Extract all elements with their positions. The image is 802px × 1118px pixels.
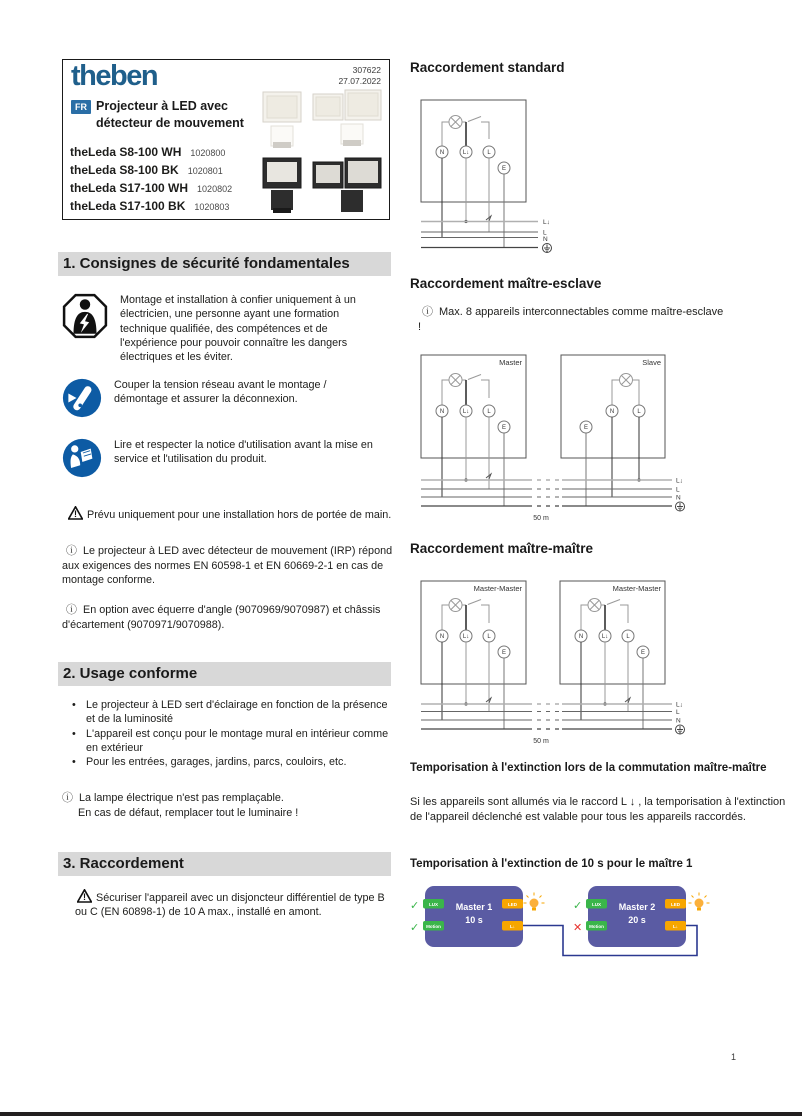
- master-master-box-label: Master-Master: [612, 584, 661, 593]
- section3-heading: 3. Raccordement: [58, 852, 391, 876]
- svg-text:N: N: [439, 634, 445, 640]
- motion-badge: Motion: [426, 924, 441, 929]
- standard-wiring-heading: Raccordement standard: [410, 60, 565, 75]
- floodlight-black-single-image: [263, 158, 301, 213]
- safety-text: Couper la tension réseau avant le montage / démontage et assurer la déconnexion.: [114, 379, 327, 406]
- section1-heading: 1. Consignes de sécurité fondamentales: [58, 252, 391, 276]
- list-item: • Le projecteur à LED sert d'éclairage en fonction de la présence et de la luminosité: [72, 699, 388, 726]
- info-accessories: ⓘ En option avec équerre d'angle (9070969/9070987) et châssis d'écartement (9070971/9070988).: [62, 604, 381, 631]
- product-title: Projecteur à LED avec détecteur de mouvement: [96, 99, 244, 130]
- info-icon: ⓘ: [62, 792, 73, 804]
- safety-item-read-manual: [62, 438, 392, 478]
- svg-text:L↓: L↓: [676, 477, 683, 485]
- terminal-n-label: N: [439, 150, 445, 156]
- floodlight-white-double-image: [313, 90, 381, 146]
- check-icon: ✓: [573, 900, 583, 912]
- slave-box-label: Slave: [642, 358, 661, 367]
- svg-text:E: E: [501, 425, 507, 431]
- bus-l-down-label: L↓: [543, 219, 550, 226]
- master1-block: [410, 886, 545, 947]
- bus-n-label: N: [543, 236, 548, 243]
- doc-date: 27.07.2022: [338, 76, 381, 87]
- master-slave-info: ⓘ Max. 8 appareils interconnectables comme maître-esclave !: [418, 306, 724, 333]
- earth-icon: [676, 725, 685, 734]
- timing-diagram: [406, 878, 716, 970]
- product-row: theLeda S17-100 WH 1020802: [70, 181, 233, 195]
- svg-text:N: N: [676, 494, 681, 502]
- cross-icon: ✕: [573, 922, 583, 934]
- product-photos: [255, 82, 387, 216]
- svg-text:L↓: L↓: [462, 409, 470, 415]
- svg-text:L: L: [487, 409, 491, 415]
- disconnect-mains-icon: [62, 378, 102, 418]
- l-down-badge: L↓: [510, 924, 515, 929]
- earth-icon: [543, 244, 552, 253]
- product-row: theLeda S8-100 WH 1020800: [70, 145, 226, 159]
- master2-name: Master 2: [618, 902, 656, 912]
- terminal-e-label: E: [501, 166, 507, 172]
- info-standards: ⓘ Le projecteur à LED avec détecteur de mouvement (IRP) répond aux exigences des normes EN 60598-1 et EN 60669-2-1 en cas de montage conforme.: [62, 545, 393, 586]
- bulb-on-icon: [524, 893, 545, 911]
- master2-block: [573, 886, 710, 947]
- info-icon: ⓘ: [66, 545, 77, 557]
- svg-text:L: L: [487, 634, 491, 640]
- warning-icon: [68, 506, 83, 520]
- safety-item-electrician: [62, 293, 392, 364]
- check-icon: ✓: [410, 900, 420, 912]
- wiring-diagram-standard: [410, 85, 680, 260]
- header-box: [62, 59, 390, 220]
- master-box-label: Master: [499, 358, 522, 367]
- floodlight-white-single-image: [263, 92, 301, 148]
- timing-subheading: Temporisation à l'extinction de 10 s pour le maître 1: [410, 858, 693, 870]
- info-icon: ⓘ: [422, 306, 433, 318]
- terminal-l-label: L: [487, 150, 491, 156]
- language-badge: FR: [71, 100, 91, 114]
- list-item: • L'appareil est conçu pour le montage mural en intérieur comme en extérieur: [72, 727, 389, 754]
- bullet-icon: •: [72, 756, 76, 768]
- footer-bar: [0, 1112, 802, 1116]
- svg-text:!: !: [74, 509, 77, 520]
- svg-text:N: N: [439, 409, 445, 415]
- wiring-diagram-master-master: [410, 570, 700, 750]
- svg-text:L↓: L↓: [601, 634, 609, 640]
- l-down-badge: L↓: [673, 924, 678, 929]
- svg-text:L: L: [676, 486, 680, 494]
- product-row: theLeda S17-100 BK 1020803: [70, 199, 230, 213]
- svg-text:N: N: [578, 634, 584, 640]
- floodlight-black-double-image: [313, 158, 381, 212]
- timing-heading: Temporisation à l'extinction lors de la commutation maître-maître: [410, 762, 767, 774]
- svg-text:E: E: [501, 650, 507, 656]
- section2-heading: 2. Usage conforme: [58, 662, 391, 686]
- svg-text:N: N: [609, 409, 615, 415]
- master-master-heading: Raccordement maître-maître: [410, 541, 594, 556]
- list-item: • Pour les entrées, garages, jardins, parcs, couloirs, etc.: [72, 756, 347, 768]
- bullet-icon: •: [72, 727, 76, 740]
- wiring-diagram-master-slave: [410, 350, 700, 528]
- led-badge: LED: [508, 902, 517, 907]
- svg-text:E: E: [583, 425, 589, 431]
- distance-label: 50 m: [533, 515, 549, 522]
- bullet-icon: •: [72, 699, 76, 711]
- bulb-on-icon: [689, 893, 710, 911]
- svg-text:!: !: [83, 892, 86, 903]
- svg-text:N: N: [676, 717, 681, 725]
- master-slave-heading: Raccordement maître-esclave: [410, 276, 602, 291]
- master1-delay: 10 s: [465, 915, 483, 925]
- electrician-icon: [62, 293, 108, 339]
- motion-badge: Motion: [589, 924, 604, 929]
- check-icon: ✓: [410, 922, 420, 934]
- svg-text:L: L: [676, 709, 680, 716]
- led-badge: LED: [671, 902, 680, 907]
- earth-icon: [676, 502, 685, 511]
- master2-delay: 20 s: [628, 915, 646, 925]
- info-lamp: ⓘ La lampe électrique n'est pas remplaçable. En cas de défaut, remplacer tout le luminaire !: [62, 792, 299, 819]
- product-row: theLeda S8-100 BK 1020801: [70, 163, 223, 177]
- warning-icon: [77, 889, 92, 903]
- doc-number: 307622: [352, 65, 381, 75]
- distance-label: 50 m: [533, 738, 549, 745]
- theben-logo: theben: [71, 60, 158, 92]
- safety-text: Montage et installation à confier uniquement à un électricien, une personne ayant une formation technique qualifiée, des compétences et de l'expérience pour pouvoir connaître les dangers électriques et les éviter.: [120, 294, 356, 363]
- read-manual-icon: [62, 438, 102, 478]
- page-number: 1: [731, 1052, 737, 1062]
- svg-text:L: L: [637, 409, 641, 415]
- svg-text:L↓: L↓: [462, 634, 470, 640]
- master-master-box-label: Master-Master: [473, 584, 522, 593]
- warning-rcd: ! Sécuriser l'appareil avec un disjoncteur différentiel de type B ou C (EN 60898-1) de 10 A max., installé en amont.: [75, 889, 393, 920]
- lux-badge: LUX: [429, 902, 438, 907]
- safety-text: Lire et respecter la notice d'utilisation avant la mise en service et l'utilisation du produit.: [114, 439, 373, 466]
- svg-text:L: L: [626, 634, 630, 640]
- usage-bullet-list: [72, 698, 394, 769]
- svg-text:L↓: L↓: [676, 701, 683, 709]
- terminal-l-down-label: L↓: [462, 150, 470, 156]
- lux-badge: LUX: [592, 902, 601, 907]
- bus-l-label: L: [543, 229, 547, 237]
- timing-text: Si les appareils sont allumés via le raccord L ↓ , la temporisation à l'extinction de l'appareil déclenché est valable pour tous les appareils raccordés.: [410, 796, 786, 823]
- warning-out-of-reach: ! Prévu uniquement pour une installation hors de portée de main.: [66, 506, 394, 522]
- product-list: [70, 144, 232, 216]
- svg-text:E: E: [640, 650, 646, 656]
- master1-name: Master 1: [455, 902, 493, 912]
- safety-item-disconnect: [62, 378, 392, 418]
- info-icon: ⓘ: [66, 604, 77, 616]
